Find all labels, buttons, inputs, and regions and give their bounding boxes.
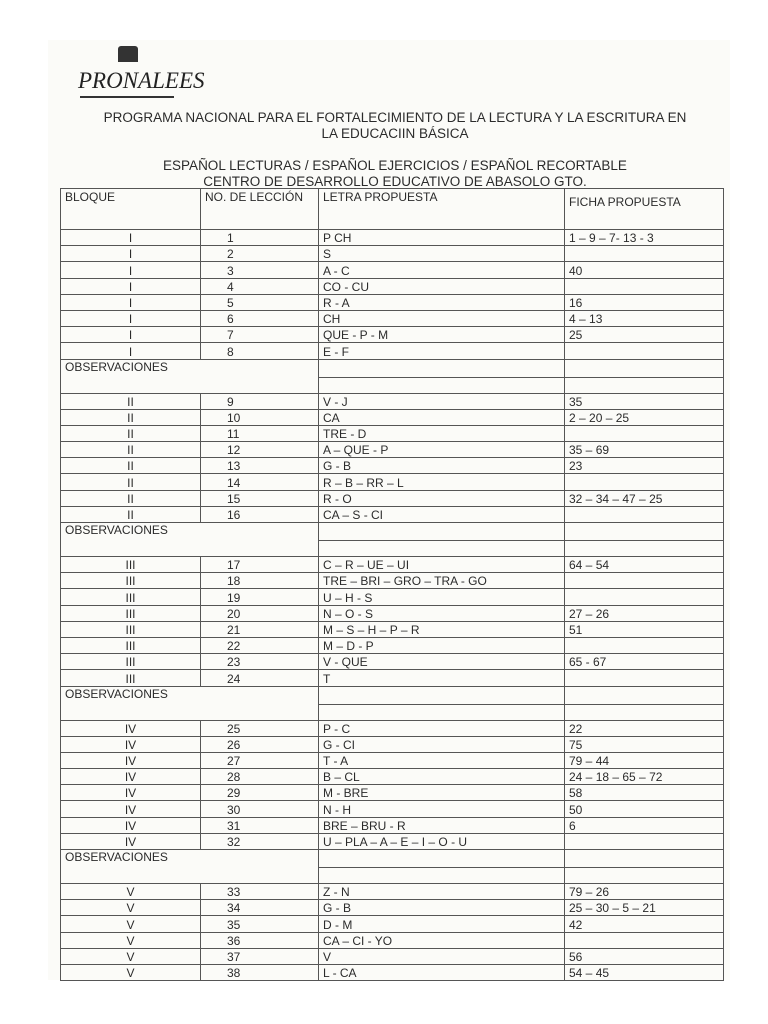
cell-leccion: 28	[201, 769, 319, 785]
observaciones-cell	[565, 523, 724, 541]
cell-leccion: 3	[201, 262, 319, 278]
cell-bloque: II	[61, 442, 201, 458]
table-row	[61, 310, 724, 326]
observaciones-space-cell	[201, 868, 319, 884]
cell-letra: M – D - P	[319, 637, 565, 653]
cell-letra: U – PLA – A – E – I – O - U	[319, 833, 565, 849]
cell-letra: R - A	[319, 294, 565, 310]
observaciones-space-cell	[565, 704, 724, 720]
cell-leccion: 5	[201, 294, 319, 310]
cell-ficha	[565, 343, 724, 359]
cell-leccion: 35	[201, 916, 319, 932]
cell-ficha: 58	[565, 785, 724, 801]
observaciones-space-cell	[565, 541, 724, 557]
cell-leccion: 29	[201, 785, 319, 801]
logo-underline	[80, 96, 174, 98]
cell-letra: V - J	[319, 393, 565, 409]
table-row	[61, 720, 724, 736]
cell-bloque: IV	[61, 817, 201, 833]
cell-letra: CH	[319, 310, 565, 326]
cell-leccion: 16	[201, 506, 319, 522]
cell-leccion: 12	[201, 442, 319, 458]
cell-ficha: 22	[565, 720, 724, 736]
cell-letra: R - O	[319, 490, 565, 506]
header-leccion-text: NO. DE LECCIÓN	[205, 190, 304, 204]
cell-bloque: II	[61, 409, 201, 425]
cell-leccion: 6	[201, 310, 319, 326]
cell-letra: C – R – UE – UI	[319, 557, 565, 573]
cell-ficha	[565, 474, 724, 490]
cell-bloque: II	[61, 425, 201, 441]
observaciones-label: OBSERVACIONES	[61, 523, 201, 541]
cell-leccion: 27	[201, 752, 319, 768]
table-row	[61, 442, 724, 458]
cell-ficha: 51	[565, 621, 724, 637]
observaciones-label: OBSERVACIONES	[61, 359, 201, 377]
cell-ficha: 35 – 69	[565, 442, 724, 458]
cell-letra: TRE - D	[319, 425, 565, 441]
table-row	[61, 785, 724, 801]
cell-ficha: 23	[565, 458, 724, 474]
cell-letra: V - QUE	[319, 654, 565, 670]
book-icon	[118, 46, 138, 62]
header-ficha: FICHA PROPUESTA	[565, 189, 724, 230]
cell-bloque: II	[61, 458, 201, 474]
cell-leccion: 22	[201, 637, 319, 653]
cell-letra: U – H - S	[319, 589, 565, 605]
table-row	[61, 605, 724, 621]
observaciones-row	[61, 523, 724, 541]
observaciones-row	[61, 686, 724, 704]
table-row	[61, 948, 724, 964]
cell-ficha: 42	[565, 916, 724, 932]
observaciones-space-cell	[319, 541, 565, 557]
cell-leccion: 31	[201, 817, 319, 833]
cell-leccion: 18	[201, 573, 319, 589]
cell-leccion: 11	[201, 425, 319, 441]
observaciones-space-row	[61, 377, 724, 393]
cell-letra: CA – CI - YO	[319, 932, 565, 948]
cell-bloque: V	[61, 900, 201, 916]
table-row	[61, 752, 724, 768]
cell-letra: P CH	[319, 230, 565, 246]
cell-bloque: IV	[61, 833, 201, 849]
cell-bloque: II	[61, 490, 201, 506]
table-row	[61, 327, 724, 343]
cell-letra: M - BRE	[319, 785, 565, 801]
observaciones-cell	[319, 850, 565, 868]
cell-letra: TRE – BRI – GRO – TRA - GO	[319, 573, 565, 589]
cell-ficha	[565, 670, 724, 686]
observaciones-space-cell	[319, 868, 565, 884]
document-title	[60, 110, 730, 142]
observaciones-space-cell	[61, 704, 201, 720]
cell-bloque: I	[61, 343, 201, 359]
cell-ficha: 79 – 26	[565, 884, 724, 900]
cell-ficha	[565, 833, 724, 849]
cell-ficha	[565, 506, 724, 522]
observaciones-label: OBSERVACIONES	[61, 686, 201, 704]
cell-leccion: 23	[201, 654, 319, 670]
cell-letra: A - C	[319, 262, 565, 278]
cell-bloque: IV	[61, 720, 201, 736]
header-letra: LETRA PROPUESTA	[319, 189, 565, 230]
cell-ficha: 4 – 13	[565, 310, 724, 326]
observaciones-space-cell	[201, 377, 319, 393]
document-subtitle	[60, 158, 730, 190]
cell-letra: BRE – BRU - R	[319, 817, 565, 833]
cell-ficha: 27 – 26	[565, 605, 724, 621]
table-row	[61, 230, 724, 246]
cell-bloque: IV	[61, 752, 201, 768]
table-row	[61, 246, 724, 262]
cell-bloque: IV	[61, 801, 201, 817]
cell-leccion: 8	[201, 343, 319, 359]
observaciones-space-cell	[61, 377, 201, 393]
cell-bloque: III	[61, 670, 201, 686]
observaciones-space-cell	[319, 377, 565, 393]
observaciones-label: OBSERVACIONES	[61, 850, 201, 868]
observaciones-space-cell	[565, 868, 724, 884]
cell-ficha	[565, 932, 724, 948]
cell-bloque: III	[61, 654, 201, 670]
cell-leccion: 10	[201, 409, 319, 425]
cell-letra: G - B	[319, 458, 565, 474]
cell-bloque: IV	[61, 769, 201, 785]
cell-leccion: 2	[201, 246, 319, 262]
cell-letra: QUE - P - M	[319, 327, 565, 343]
cell-ficha: 75	[565, 736, 724, 752]
table-row	[61, 573, 724, 589]
table-row	[61, 833, 724, 849]
cell-ficha: 25	[565, 327, 724, 343]
observaciones-space-cell	[565, 377, 724, 393]
observaciones-space-cell	[319, 704, 565, 720]
cell-bloque: III	[61, 589, 201, 605]
cell-leccion: 25	[201, 720, 319, 736]
cell-bloque: I	[61, 294, 201, 310]
cell-ficha: 54 – 45	[565, 964, 724, 980]
cell-letra: E - F	[319, 343, 565, 359]
observaciones-cell	[201, 686, 319, 704]
logo-text: PRONALEES	[78, 68, 205, 93]
table-row	[61, 458, 724, 474]
cell-leccion: 21	[201, 621, 319, 637]
cell-letra: N – O - S	[319, 605, 565, 621]
observaciones-space-cell	[61, 541, 201, 557]
cell-leccion: 17	[201, 557, 319, 573]
cell-bloque: III	[61, 573, 201, 589]
table-row	[61, 817, 724, 833]
table-row	[61, 637, 724, 653]
table-row	[61, 589, 724, 605]
cell-leccion: 37	[201, 948, 319, 964]
cell-letra: G - B	[319, 900, 565, 916]
cell-ficha: 2 – 20 – 25	[565, 409, 724, 425]
cell-ficha: 79 – 44	[565, 752, 724, 768]
observaciones-row	[61, 850, 724, 868]
observaciones-space-row	[61, 541, 724, 557]
table-row	[61, 294, 724, 310]
table-row	[61, 474, 724, 490]
table-row	[61, 262, 724, 278]
table-row	[61, 964, 724, 980]
cell-leccion: 38	[201, 964, 319, 980]
cell-leccion: 34	[201, 900, 319, 916]
table-row	[61, 916, 724, 932]
cell-ficha: 32 – 34 – 47 – 25	[565, 490, 724, 506]
table-row	[61, 654, 724, 670]
table-row	[61, 425, 724, 441]
cell-ficha	[565, 573, 724, 589]
cell-bloque: V	[61, 964, 201, 980]
cell-bloque: IV	[61, 785, 201, 801]
cell-letra: V	[319, 948, 565, 964]
title-line-2: LA EDUCACIIN BÁSICA	[321, 126, 469, 141]
cell-letra: B – CL	[319, 769, 565, 785]
cell-ficha: 25 – 30 – 5 – 21	[565, 900, 724, 916]
cell-leccion: 30	[201, 801, 319, 817]
cell-letra: A – QUE - P	[319, 442, 565, 458]
observaciones-cell	[201, 359, 319, 377]
table-row	[61, 278, 724, 294]
cell-bloque: V	[61, 932, 201, 948]
cell-leccion: 4	[201, 278, 319, 294]
cell-leccion: 1	[201, 230, 319, 246]
cell-ficha: 40	[565, 262, 724, 278]
cell-letra: N - H	[319, 801, 565, 817]
lessons-table	[60, 188, 724, 981]
cell-bloque: I	[61, 310, 201, 326]
table-row	[61, 769, 724, 785]
cell-ficha	[565, 278, 724, 294]
observaciones-cell	[565, 850, 724, 868]
cell-leccion: 13	[201, 458, 319, 474]
cell-ficha	[565, 425, 724, 441]
table-row	[61, 393, 724, 409]
observaciones-space-cell	[201, 704, 319, 720]
header-bloque: BLOQUE	[61, 189, 201, 230]
title-line-1: PROGRAMA NACIONAL PARA EL FORTALECIMIENTO DE LA LECTURA Y LA ESCRITURA EN	[103, 110, 687, 125]
table-body	[61, 230, 724, 981]
cell-bloque: II	[61, 506, 201, 522]
cell-leccion: 15	[201, 490, 319, 506]
cell-letra: D - M	[319, 916, 565, 932]
cell-bloque: III	[61, 637, 201, 653]
observaciones-cell	[319, 523, 565, 541]
cell-letra: T	[319, 670, 565, 686]
cell-ficha: 6	[565, 817, 724, 833]
cell-letra: Z - N	[319, 884, 565, 900]
observaciones-space-row	[61, 868, 724, 884]
header-leccion	[201, 189, 319, 230]
cell-bloque: I	[61, 230, 201, 246]
cell-ficha	[565, 589, 724, 605]
subtitle-line-1: ESPAÑOL LECTURAS / ESPAÑOL EJERCICIOS / ESPAÑOL RECORTABLE	[163, 158, 627, 173]
cell-ficha: 64 – 54	[565, 557, 724, 573]
cell-letra: L - CA	[319, 964, 565, 980]
cell-letra: CA	[319, 409, 565, 425]
cell-leccion: 24	[201, 670, 319, 686]
observaciones-space-row	[61, 704, 724, 720]
cell-leccion: 36	[201, 932, 319, 948]
table-row	[61, 884, 724, 900]
cell-bloque: I	[61, 262, 201, 278]
observaciones-cell	[201, 850, 319, 868]
observaciones-cell	[319, 359, 565, 377]
subtitle-line-2: CENTRO DE DESARROLLO EDUCATIVO DE ABASOLO GTO.	[203, 174, 587, 189]
cell-bloque: I	[61, 246, 201, 262]
cell-leccion: 7	[201, 327, 319, 343]
cell-leccion: 32	[201, 833, 319, 849]
cell-bloque: III	[61, 621, 201, 637]
table-header-row	[61, 189, 724, 230]
observaciones-cell	[319, 686, 565, 704]
cell-bloque: IV	[61, 736, 201, 752]
pronalees-logo	[78, 46, 205, 98]
cell-bloque: I	[61, 327, 201, 343]
observaciones-cell	[201, 523, 319, 541]
cell-leccion: 20	[201, 605, 319, 621]
cell-bloque: II	[61, 393, 201, 409]
cell-ficha: 56	[565, 948, 724, 964]
cell-bloque: V	[61, 884, 201, 900]
table-row	[61, 343, 724, 359]
observaciones-row	[61, 359, 724, 377]
cell-ficha: 24 – 18 – 65 – 72	[565, 769, 724, 785]
cell-letra: G - CI	[319, 736, 565, 752]
table-row	[61, 736, 724, 752]
cell-leccion: 33	[201, 884, 319, 900]
table-row	[61, 409, 724, 425]
observaciones-space-cell	[201, 541, 319, 557]
cell-leccion: 19	[201, 589, 319, 605]
cell-letra: CO - CU	[319, 278, 565, 294]
table-row	[61, 621, 724, 637]
cell-letra: T - A	[319, 752, 565, 768]
observaciones-cell	[565, 359, 724, 377]
cell-bloque: I	[61, 278, 201, 294]
cell-bloque: III	[61, 605, 201, 621]
observaciones-space-cell	[61, 868, 201, 884]
cell-letra: M – S – H – P – R	[319, 621, 565, 637]
table-row	[61, 670, 724, 686]
observaciones-cell	[565, 686, 724, 704]
cell-leccion: 14	[201, 474, 319, 490]
table-row	[61, 801, 724, 817]
cell-letra: S	[319, 246, 565, 262]
cell-ficha: 50	[565, 801, 724, 817]
cell-bloque: III	[61, 557, 201, 573]
cell-letra: R – B – RR – L	[319, 474, 565, 490]
cell-bloque: V	[61, 948, 201, 964]
table-row	[61, 557, 724, 573]
cell-ficha	[565, 637, 724, 653]
table-row	[61, 490, 724, 506]
cell-letra: CA – S - CI	[319, 506, 565, 522]
table-row	[61, 932, 724, 948]
cell-ficha: 16	[565, 294, 724, 310]
cell-bloque: II	[61, 474, 201, 490]
cell-bloque: V	[61, 916, 201, 932]
cell-ficha: 65 - 67	[565, 654, 724, 670]
cell-leccion: 26	[201, 736, 319, 752]
cell-ficha: 35	[565, 393, 724, 409]
cell-ficha	[565, 246, 724, 262]
table-row	[61, 900, 724, 916]
cell-leccion: 9	[201, 393, 319, 409]
cell-letra: P - C	[319, 720, 565, 736]
table-row	[61, 506, 724, 522]
cell-ficha: 1 – 9 – 7- 13 - 3	[565, 230, 724, 246]
